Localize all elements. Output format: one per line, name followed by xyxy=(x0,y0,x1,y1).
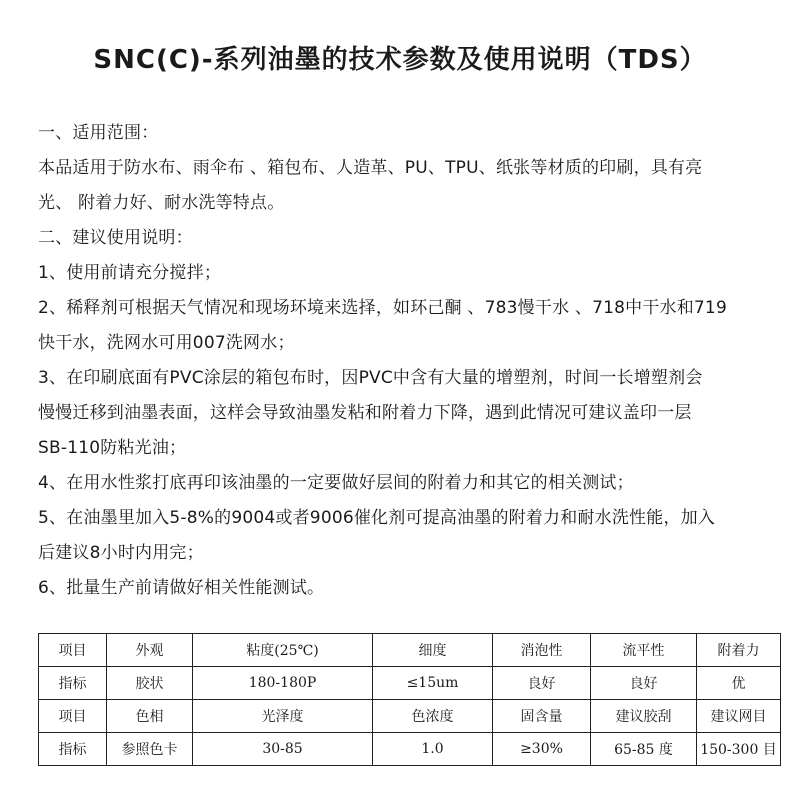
table-cell: 150-300 目 xyxy=(697,733,781,766)
document-body xyxy=(38,116,768,606)
paragraph-line: 2、稀释剂可根据天气情况和现场环境来选择，如环己酮 、783慢干水 、718中干水和719 xyxy=(38,298,727,318)
table-cell: 固含量 xyxy=(493,700,591,733)
paragraph-line: 光、 附着力好、耐水洗等特点。 xyxy=(38,193,285,213)
table-cell: 色相 xyxy=(107,700,193,733)
paragraph-line: 4、在用水性浆打底再印该油墨的一定要做好层间的附着力和其它的相关测试； xyxy=(38,473,634,493)
table-cell: 项目 xyxy=(39,634,107,667)
paragraph-line: 5、在油墨里加入5-8%的9004或者9006催化剂可提高油墨的附着力和耐水洗性能，加入 xyxy=(38,508,716,528)
table-cell: 指标 xyxy=(39,667,107,700)
paragraph-line: 快干水，洗网水可用007洗网水； xyxy=(38,333,295,353)
table-cell: ≤15um xyxy=(373,667,493,700)
table-cell: 指标 xyxy=(39,733,107,766)
table-row xyxy=(39,634,781,667)
table-row xyxy=(39,700,781,733)
table-row xyxy=(39,733,781,766)
table-cell: 1.0 xyxy=(373,733,493,766)
paragraph-line: 慢慢迁移到油墨表面，这样会导致油墨发粘和附着力下降，遇到此情况可建议盖印一层 xyxy=(38,403,692,423)
paragraph-line: SB-110防粘光油； xyxy=(38,438,187,458)
table-cell: 流平性 xyxy=(591,634,697,667)
paragraph-line: 1、使用前请充分搅拌； xyxy=(38,263,222,283)
table-cell: 良好 xyxy=(493,667,591,700)
paragraph-line: 本品适用于防水布、雨伞布 、箱包布、人造革、PU、TPU、纸张等材质的印刷，具有亮 xyxy=(38,158,703,178)
table-cell: 180-180P xyxy=(193,667,373,700)
table-cell: 附着力 xyxy=(697,634,781,667)
paragraph-line: 6、批量生产前请做好相关性能测试。 xyxy=(38,578,325,598)
table-cell: 30-85 xyxy=(193,733,373,766)
table-cell: 光泽度 xyxy=(193,700,373,733)
table-cell: 色浓度 xyxy=(373,700,493,733)
section-heading-scope: 一、适用范围： xyxy=(38,123,159,143)
table-cell: 外观 xyxy=(107,634,193,667)
table-cell: 项目 xyxy=(39,700,107,733)
table-cell: 良好 xyxy=(591,667,697,700)
table-row xyxy=(39,667,781,700)
table-cell: ≥30% xyxy=(493,733,591,766)
document-title: SNC(C)-系列油墨的技术参数及使用说明（TDS） xyxy=(93,45,707,75)
table-cell: 消泡性 xyxy=(493,634,591,667)
table-cell: 细度 xyxy=(373,634,493,667)
paragraph-line: 后建议8小时内用完； xyxy=(38,543,204,563)
table-cell: 优 xyxy=(697,667,781,700)
table-cell: 粘度(25℃) xyxy=(193,634,373,667)
table-cell: 胶状 xyxy=(107,667,193,700)
section-heading-usage: 二、建议使用说明： xyxy=(38,228,193,248)
table-cell: 参照色卡 xyxy=(107,733,193,766)
paragraph-line: 3、在印刷底面有PVC涂层的箱包布时，因PVC中含有大量的增塑剂，时间一长增塑剂会 xyxy=(38,368,703,388)
table-cell: 建议胶刮 xyxy=(591,700,697,733)
tds-table xyxy=(38,633,781,766)
table-cell: 建议网目 xyxy=(697,700,781,733)
table-cell: 65-85 度 xyxy=(591,733,697,766)
